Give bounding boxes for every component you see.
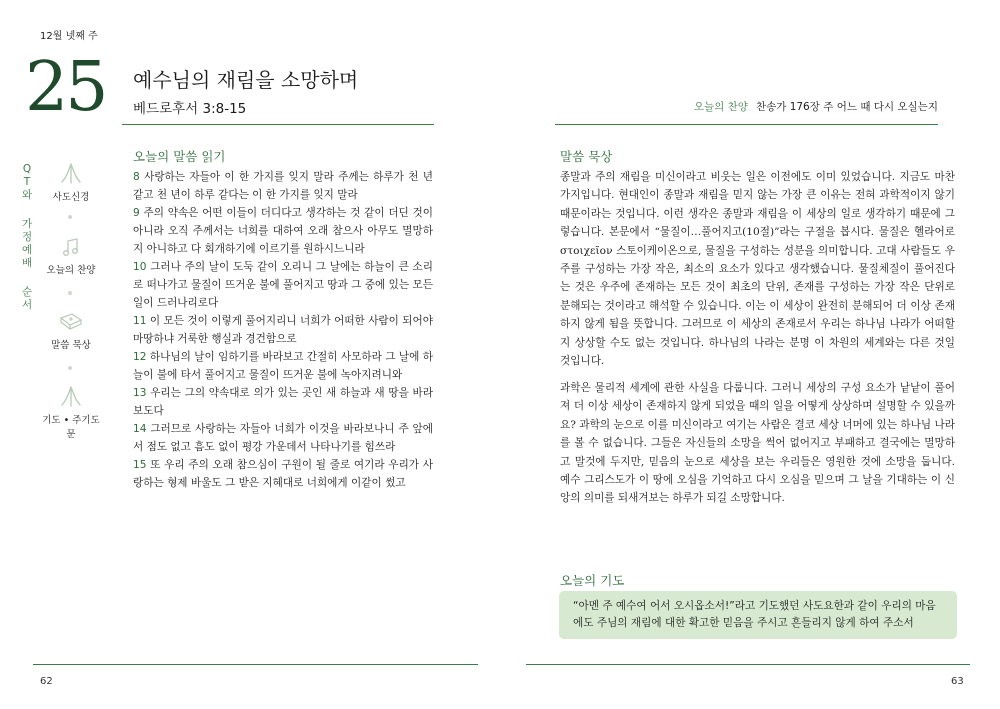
verse-number: 11 [133, 315, 147, 327]
prayer-text: “아멘 주 예수여 어서 오시옵소서!”라고 기도했던 사도요한과 같이 우리의 마음에도 주님의 재림에 대한 확고한 믿음을 주시고 흔들리지 않게 하여 주소서 [573, 600, 936, 629]
verse-text: 그러나 주의 날이 도둑 같이 오리니 그 날에는 하늘이 큰 소리로 떠나가고 물질이 뜨거운 불에 풀어지고 땅과 그 중에 있는 모든 일이 드러나리로다 [133, 261, 433, 309]
verse-text: 또 우리 주의 오래 참으심이 구원이 될 줄로 여기라 우리가 사랑하는 형제 바울도 그 받은 지혜대로 너희에게 이같이 썼고 [133, 459, 433, 489]
verse-text: 하나님의 날이 임하기를 바라보고 간절히 사모하라 그 날에 하늘이 불에 타서 풀어지고 물질이 뜨거운 불에 녹아지려니와 [133, 351, 434, 381]
footer-divider-right [526, 664, 970, 665]
verse-number: 13 [133, 387, 147, 399]
todays-hymn [694, 99, 938, 114]
reading-heading: 오늘의 말씀 읽기 [133, 149, 226, 164]
sidebar-item-apostles-creed[interactable] [38, 163, 104, 203]
hymn-label: 오늘의 찬양 [693, 101, 748, 113]
verse [133, 387, 433, 417]
verse [133, 315, 433, 345]
verse-number: 8 [133, 171, 140, 183]
meditation-heading: 말씀 묵상 [560, 149, 613, 164]
verse-number: 14 [133, 423, 147, 435]
header-divider-left [122, 124, 434, 125]
verse-number: 10 [133, 261, 147, 273]
hymn-text: 찬송가 176장 주 어느 때 다시 오실는지 [755, 101, 938, 113]
meditation-paragraph: 종말과 주의 재림을 미신이라고 비웃는 일은 이전에도 이미 있었습니다. 지금도 마찬가지입니다. 현대인이 종말과 재림을 믿지 않는 가장 큰 이유는 전혀 과학적이지 않기 때문이라는 것입니다. 이런 생각은 종말과 재림을 이 세상의 일로 생각하기 때문에 그렇습니다. 본문에서 “물질이…풀어지고(10절)”라는 구절을 봅시다. 물질은 헬라어로 στοιχεῖον 스토이케이온으로, 물질을 구성하는 성분을 의미합니다. 고대 사람들도 우주를 구성하는 가장 작은, 최소의 요소가 있다고 생각했습니다. 물질체질이 풀어진다는 것은 우주에 존재하는 모든 것이 최초의 단위, 존재를 구성하는 가장 작은 단위로 분해되는 것이라고 해석할 수 있습니다. 이는 이 세상이 완전히 분해되어 더 이상 존재하지 않게 됨을 뜻합니다. 그러므로 이 세상의 존재로서 우리는 하나님 나라가 어떠할지 상상할 수도 없는 것입니다. 하나님의 나라는 분명 이 차원의 세계와는 다른 것일 것입니다. [560, 171, 955, 368]
sidebar-item-meditation[interactable] [38, 311, 104, 351]
sidebar-item-todays-hymn[interactable] [38, 236, 104, 276]
verse-text: 사랑하는 자들아 이 한 가지를 잊지 말라 주께는 하루가 천 년 같고 천 년이 하루 같다는 이 한 가지를 잊지 말라 [133, 171, 434, 201]
verse-text: 그러므로 사랑하는 자들아 너희가 이것을 바라보나니 주 앞에서 점도 없고 흠도 없이 평강 가운데서 나타나기를 힘쓰라 [133, 423, 433, 453]
week-label: 12월 넷째 주 [40, 31, 98, 42]
vertical-char: T [23, 176, 31, 188]
scripture-reference: 베드로후서 3:8-15 [133, 101, 247, 117]
vertical-char: 배 [22, 257, 33, 269]
verse-number: 15 [133, 459, 147, 471]
meditation-paragraph: 과학은 물리적 세계에 관한 사실을 다룹니다. 그러니 세상의 구성 요소가 낱낱이 풀어져 더 이상 세상이 존재하지 않게 되었을 때의 일을 어떻게 상상하며 설명할 수 있을까요? 과학의 눈으로 이를 미신이라고 여기는 사람은 결코 세상 너머에 있는 하나님 나라를 볼 수 없습니다. 그들은 자신들의 소망을 썩어 없어지고 부패하고 결국에는 멸망하고 말것에 두지만, 믿음의 눈으로 세상을 보는 우리들은 영원한 것에 소망을 둡니다. 예수 그리스도가 이 땅에 오심을 기억하고 다시 오심을 믿으며 그 날을 기대하는 이 신앙의 의미를 되새겨보는 하루가 되길 소망합니다. [560, 382, 955, 505]
bible-icon [58, 311, 84, 333]
page-number-left: 62 [40, 676, 53, 687]
separator-dot [68, 366, 72, 370]
vertical-char: 정 [22, 231, 33, 243]
header-divider-right [555, 124, 938, 125]
verse [133, 459, 433, 489]
prayer-heading: 오늘의 기도 [560, 573, 625, 588]
verse [133, 261, 433, 309]
page-number-right: 63 [951, 676, 964, 687]
vertical-char: Q [22, 163, 32, 175]
sidebar-item-prayer[interactable] [38, 386, 104, 440]
sidebar-item-label: 오늘의 찬양 [46, 265, 96, 276]
verse [133, 351, 433, 381]
praying-hands-icon [59, 163, 83, 185]
verse [133, 423, 433, 453]
day-number: 25 [25, 48, 106, 127]
separator-dot [68, 215, 72, 219]
vertical-char: 예 [22, 244, 33, 256]
verse-number: 12 [133, 351, 147, 363]
music-note-icon [60, 236, 82, 258]
vertical-char: 서 [22, 299, 33, 311]
sidebar-item-label: 기도 • 주기도문 [42, 415, 100, 440]
vertical-char: 가 [22, 218, 33, 230]
sidebar-item-label: 말씀 묵상 [51, 340, 91, 351]
verse-number: 9 [133, 207, 140, 219]
sidebar-item-label: 사도신경 [52, 192, 90, 203]
scripture-reading [133, 168, 433, 492]
vertical-char: 와 [22, 189, 33, 201]
page-title: 예수님의 재림을 소망하며 [133, 68, 359, 92]
prayer-box [559, 591, 957, 639]
verse-text: 우리는 그의 약속대로 의가 있는 곳인 새 하늘과 새 땅을 바라보도다 [133, 387, 433, 417]
footer-divider-left [33, 664, 478, 665]
verse-text: 이 모든 것이 이렇게 풀어지리니 너희가 어떠한 사람이 되어야 마땅하냐 거룩한 행실과 경건함으로 [133, 315, 434, 345]
vertical-char: 순 [22, 286, 33, 298]
praying-hands-icon [59, 386, 83, 408]
verse [133, 207, 433, 255]
sidebar-vertical-label [22, 163, 32, 312]
separator-dot [68, 291, 72, 295]
verse-text: 주의 약속은 어떤 이들이 더디다고 생각하는 것 같이 더딘 것이 아니라 오직 주께서는 너희를 대하여 오래 참으사 아무도 멸망하지 아니하고 다 회개하기에 이르기를 원하시느니라 [133, 207, 433, 255]
verse [133, 171, 433, 201]
